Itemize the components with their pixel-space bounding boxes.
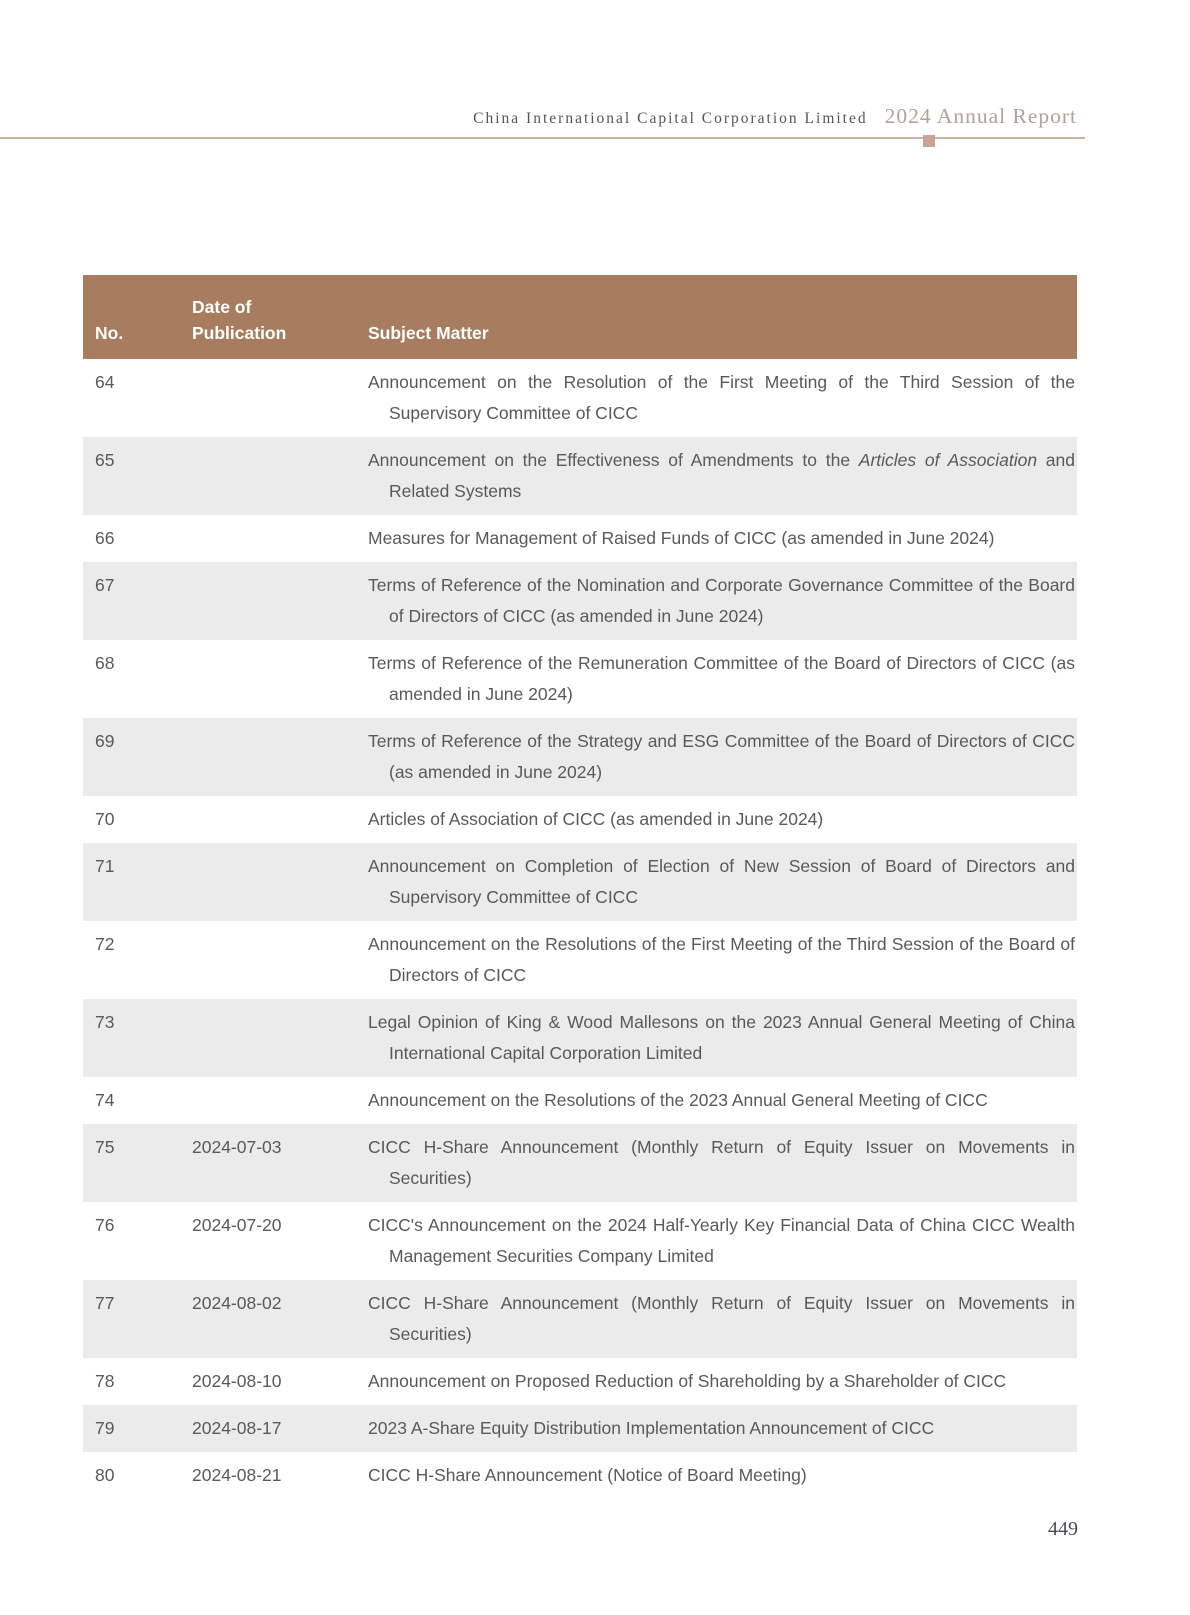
table-header: [83, 275, 1077, 359]
row-date-cell: [190, 796, 368, 843]
table-row: [83, 1405, 1077, 1452]
row-subject-cell: [368, 999, 1077, 1077]
row-number-cell: 75: [83, 1124, 190, 1202]
row-number-cell: 72: [95, 934, 115, 954]
row-subject-text: Announcement on the Effectiveness of Amendments to the Articles of Association and Related Systems: [368, 450, 1076, 501]
row-number-cell: 69: [83, 718, 190, 796]
row-subject-text: Announcement on the Resolutions of the 2023 Annual General Meeting of CICC: [368, 1090, 988, 1110]
row-subject-cell: [368, 515, 1077, 562]
row-subject-text: Terms of Reference of the Strategy and ESG Committee of the Board of Directors of CICC (as amended in June 2024): [368, 731, 1075, 782]
table-row: [83, 1358, 1077, 1405]
table-row: [83, 796, 1077, 843]
row-subject-cell: [368, 1077, 1077, 1124]
table-row: [83, 718, 1077, 796]
row-date-cell: [190, 999, 368, 1077]
row-subject-cell: [368, 1202, 1077, 1280]
row-subject-cell: [368, 562, 1077, 640]
announcements-table: [83, 275, 1077, 1499]
row-subject-text: CICC H-Share Announcement (Notice of Board Meeting): [368, 1465, 807, 1485]
header-square-marker: [923, 135, 935, 147]
row-number-cell: 68: [95, 653, 115, 673]
row-subject-text: Legal Opinion of King & Wood Mallesons on the 2023 Annual General Meeting of China International Capital Corporation Limited: [368, 1012, 1075, 1063]
row-subject-cell: [368, 718, 1077, 796]
row-subject-text: Measures for Management of Raised Funds of CICC (as amended in June 2024): [368, 528, 995, 548]
row-number-cell: 80: [95, 1465, 115, 1485]
row-number-cell: 79: [83, 1405, 190, 1452]
column-header-date-label: Date of Publication: [192, 297, 287, 343]
row-subject-text: CICC H-Share Announcement (Monthly Return of Equity Issuer on Movements in Securities): [368, 1137, 1075, 1188]
row-subject-cell: [368, 1452, 1077, 1499]
row-subject-text: Articles of Association of CICC (as amended in June 2024): [368, 809, 824, 829]
row-date-cell: [190, 921, 368, 999]
row-number-cell: 73: [83, 999, 190, 1077]
row-date-cell: 2024-07-20: [192, 1215, 282, 1235]
table-header-row: [83, 275, 1077, 359]
report-title: 2024 Annual Report: [884, 104, 1077, 128]
row-number-cell: 67: [83, 562, 190, 640]
row-number-cell: 78: [95, 1371, 115, 1391]
row-subject-text: Terms of Reference of the Remuneration Committee of the Board of Directors of CICC (as amended in June 2024): [368, 653, 1075, 704]
row-date-cell: [190, 718, 368, 796]
table-row: [83, 359, 1077, 437]
column-header-subject: Subject Matter: [368, 275, 1077, 359]
row-number-cell: 64: [95, 372, 115, 392]
row-date-cell: [190, 843, 368, 921]
table-row: [83, 921, 1077, 999]
row-subject-text: CICC H-Share Announcement (Monthly Return of Equity Issuer on Movements in Securities): [368, 1293, 1075, 1344]
row-subject-text: Announcement on the Resolution of the First Meeting of the Third Session of the Supervisory Committee of CICC: [368, 372, 1075, 423]
row-subject-text: 2023 A-Share Equity Distribution Implementation Announcement of CICC: [368, 1418, 935, 1438]
row-date-cell: [190, 1077, 368, 1124]
row-number-cell: 70: [95, 809, 115, 829]
table-row: [83, 437, 1077, 515]
row-date-cell: [190, 640, 368, 718]
column-header-date: [190, 275, 368, 359]
table-row: [83, 1124, 1077, 1202]
row-number-cell: 71: [83, 843, 190, 921]
table-row: [83, 515, 1077, 562]
company-name: China International Capital Corporation Limited: [473, 110, 868, 127]
table-row: [83, 1452, 1077, 1499]
table-row: [83, 843, 1077, 921]
row-date-cell: 2024-08-10: [192, 1371, 282, 1391]
row-number-cell: 65: [83, 437, 190, 515]
table-body: [83, 359, 1077, 1499]
table-row: [83, 640, 1077, 718]
row-subject-cell: [368, 1405, 1077, 1452]
page-header: [473, 104, 1077, 129]
row-date-cell: 2024-08-21: [192, 1465, 282, 1485]
row-date-cell: [190, 562, 368, 640]
row-subject-cell: [368, 1124, 1077, 1202]
row-number-cell: 77: [83, 1280, 190, 1358]
row-date-cell: [190, 359, 368, 437]
row-subject-text: Announcement on Proposed Reduction of Shareholding by a Shareholder of CICC: [368, 1371, 1007, 1391]
row-subject-text: CICC's Announcement on the 2024 Half-Yearly Key Financial Data of China CICC Wealth Management Securities Company Limited: [368, 1215, 1075, 1266]
row-subject-cell: [368, 640, 1077, 718]
table-row: [83, 1280, 1077, 1358]
row-number-cell: 74: [95, 1090, 115, 1110]
row-subject-text: Terms of Reference of the Nomination and Corporate Governance Committee of the Board of Directors of CICC (as amended in June 2024): [368, 575, 1075, 626]
row-date-cell: [190, 437, 368, 515]
row-number-cell: 76: [95, 1215, 115, 1235]
row-subject-text: Announcement on the Resolutions of the First Meeting of the Third Session of the Board of Directors of CICC: [368, 934, 1075, 985]
row-date-cell: 2024-08-17: [190, 1405, 368, 1452]
row-subject-text: Announcement on Completion of Election of New Session of Board of Directors and Supervisory Committee of CICC: [368, 856, 1075, 907]
column-header-no: No.: [83, 275, 190, 359]
table-row: [83, 562, 1077, 640]
row-number-cell: 66: [95, 528, 115, 548]
row-subject-cell: [368, 921, 1077, 999]
row-date-cell: 2024-08-02: [190, 1280, 368, 1358]
table-row: [83, 999, 1077, 1077]
page-number: 449: [1048, 1518, 1078, 1540]
row-subject-cell: [368, 796, 1077, 843]
row-subject-cell: [368, 1280, 1077, 1358]
row-subject-cell: [368, 359, 1077, 437]
table-row: [83, 1202, 1077, 1280]
row-subject-cell: [368, 437, 1077, 515]
row-subject-cell: [368, 843, 1077, 921]
table-row: [83, 1077, 1077, 1124]
row-date-cell: [190, 515, 368, 562]
row-date-cell: 2024-07-03: [190, 1124, 368, 1202]
row-subject-cell: [368, 1358, 1077, 1405]
